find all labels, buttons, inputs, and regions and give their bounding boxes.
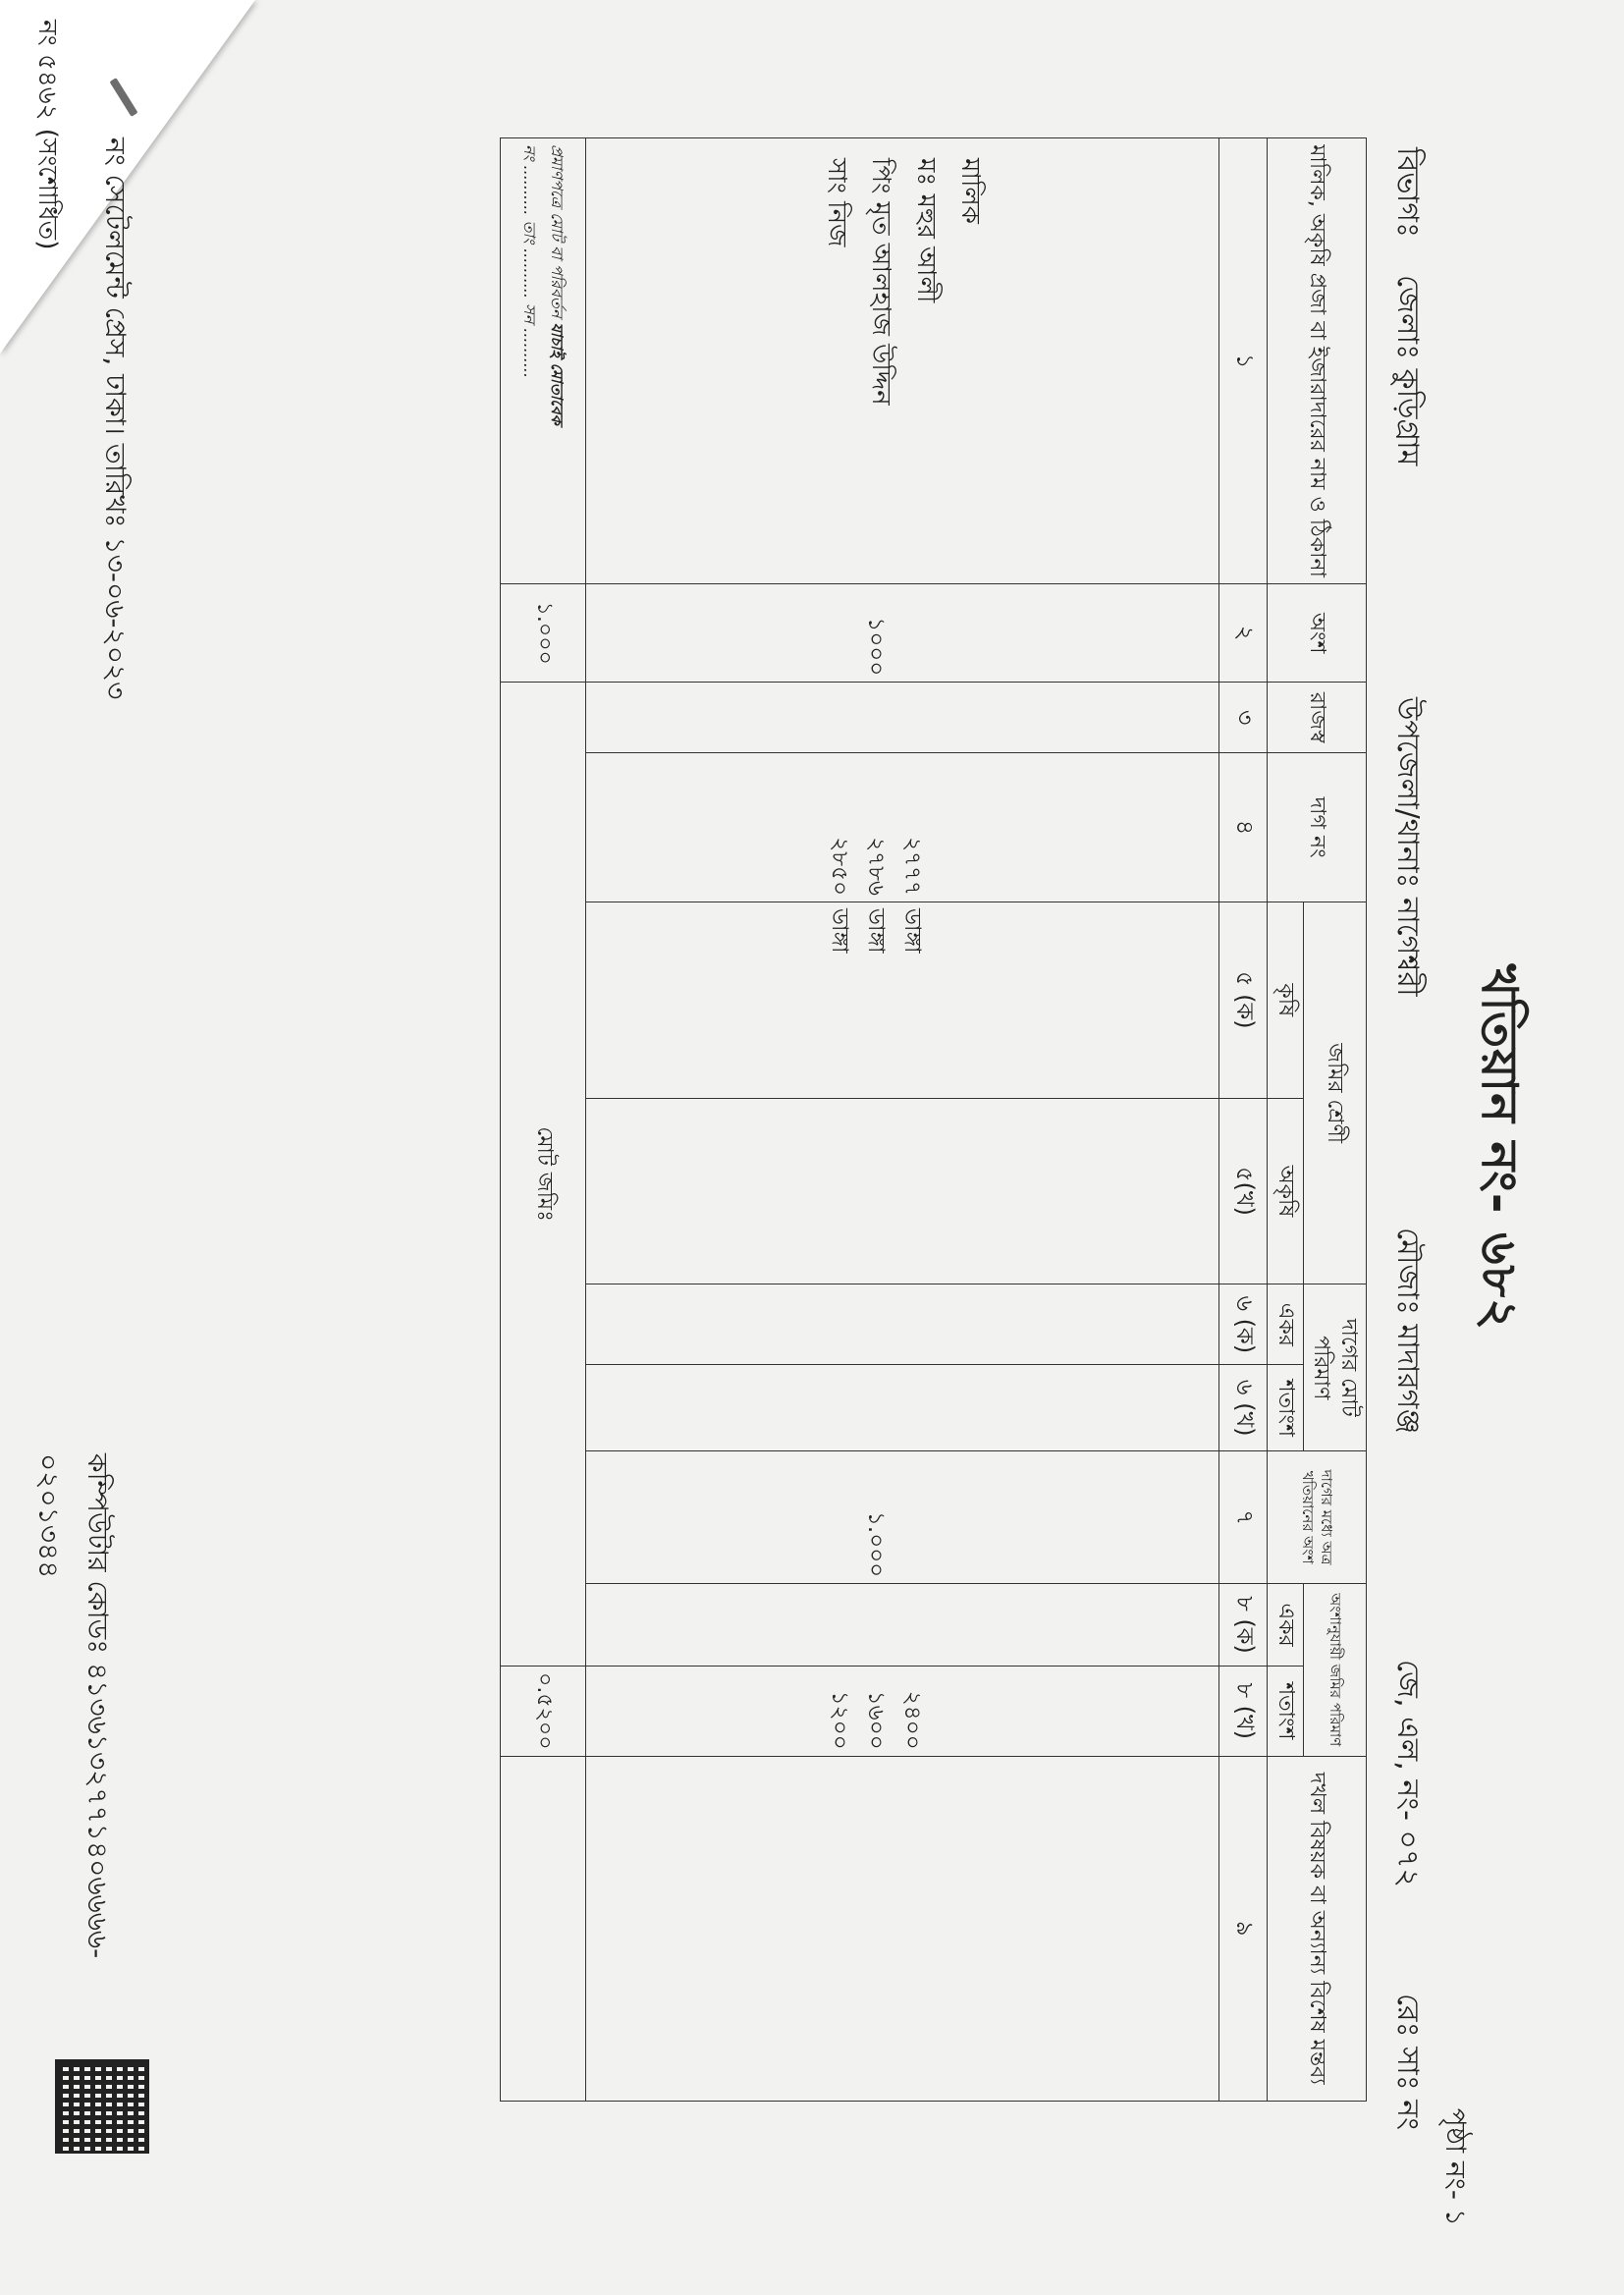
dag-number-cell [586, 753, 1219, 902]
dag-acre-cell [586, 1284, 1219, 1365]
share-header: অংশ [1268, 584, 1367, 683]
land-class-value: ডাঙ্গা [898, 907, 925, 954]
revenue-cell [586, 683, 1219, 753]
dag-number: ২৭৭৭ [898, 837, 925, 896]
dag-total-area-header: দাগের মোট পরিমাণ [1304, 1284, 1367, 1451]
total-land-value: ০.৫২০০ [501, 1667, 586, 1757]
area-acre-cell [586, 1584, 1219, 1667]
area-shatangsho-header: শতাংশ [1268, 1667, 1304, 1757]
total-row [501, 138, 586, 2102]
share-cell [586, 584, 1219, 683]
qr-code [58, 2062, 146, 2151]
computer-code-tail: ০২০১৩৪৪ [31, 1453, 65, 1579]
share-in-dag-value: ১.০০০ [862, 1511, 889, 1578]
total-remarks-cell [501, 1756, 586, 2101]
akrishi-cell [586, 1098, 1219, 1284]
shatangsho-header: শতাংশ [1268, 1365, 1304, 1451]
computer-code-label: কম্পিউটার কোডঃ ৪১৩৬১৩২৭৭১৪০৬৬৬৬- [81, 1453, 114, 1959]
owner-line: মঃ মহুর আলী [911, 158, 941, 303]
land-class-header: জমির শ্রেণী [1304, 902, 1367, 1284]
location-line [1382, 147, 1432, 2148]
mouza-label: মৌজাঃ মাদারগঞ্জ [1390, 1228, 1425, 1435]
column-number: ৫(খ) [1219, 1098, 1268, 1284]
owner-line: সাং নিজ [822, 158, 851, 247]
share-value: ১০০০ [862, 617, 889, 677]
dag-number: ২৮৫০ [827, 837, 853, 896]
owner-line: পিং মৃত আলহাজ উদ্দিন [866, 158, 896, 406]
press-line: নং সেটেলমেন্ট প্রেস, ঢাকা। তারিখঃ ১৩-০৬-২০২৩ [99, 137, 132, 700]
revenue-header: রাজস্ব [1268, 683, 1367, 753]
column-number: ৯ [1219, 1756, 1268, 2101]
division-label: বিভাগঃ [1390, 147, 1425, 238]
land-class-value: ডাঙ্গা [862, 907, 889, 954]
column-number-row [1219, 138, 1268, 2102]
signature-cell [501, 138, 586, 584]
krishi-header: কৃষি [1268, 902, 1304, 1098]
column-number: ২ [1219, 584, 1268, 683]
header-row [1304, 138, 1367, 2102]
column-number: ৬ (ক) [1219, 1284, 1268, 1365]
column-number: ৩ [1219, 683, 1268, 753]
dag-number: ২৭৮৬ [862, 837, 889, 896]
area-shatangsho-value: ১৬০০ [862, 1690, 889, 1750]
remarks-header: দখল বিষয়ক বা অন্যান্য বিশেষ মন্তব্য [1268, 1756, 1367, 2101]
area-shatangsho-value: ১২০০ [827, 1690, 853, 1750]
form-number: নং ৫৪৬২ (সংশোধিত) [32, 20, 62, 250]
re-su-number-label: রেঃ সাঃ নং [1390, 1994, 1425, 2131]
share-in-dag-cell [586, 1451, 1219, 1584]
upazila-label: উপজেলা/থানাঃ নাগেশ্বরী [1390, 697, 1425, 997]
column-number: ৭ [1219, 1451, 1268, 1584]
page-number: পৃষ্ঠা নং- ১ [1439, 2107, 1472, 2226]
column-number: ৬ (খ) [1219, 1365, 1268, 1451]
column-number: ৪ [1219, 753, 1268, 902]
jl-number-label: জে, এল, নং- ০৭২ [1390, 1660, 1425, 1888]
owner-cell [586, 138, 1219, 584]
acre-header: একর [1268, 1284, 1304, 1365]
owner-header: মালিক, অকৃষি প্রজা বা ইজারাদারের নাম ও ঠিকানা [1268, 138, 1367, 584]
khatian-title: খতিয়ান নং- ৬৮২ [1471, 963, 1528, 1332]
area-shatangsho-value: ২৪০০ [898, 1690, 925, 1750]
column-number: ৮ (ক) [1219, 1584, 1268, 1667]
area-by-share-header: অংশানুযায়ী জমির পরিমাণ [1304, 1584, 1367, 1756]
verification-ref-line: নং .......... তাং .......... সন .......... [520, 144, 540, 379]
total-share-cell: ১.০০০ [501, 584, 586, 683]
land-class-value: ডাঙ্গা [827, 907, 853, 954]
computer-code [23, 1453, 122, 1958]
dag-shatangsho-cell [586, 1365, 1219, 1451]
owner-line: মালিক [955, 158, 986, 224]
khatian-table [501, 137, 1368, 2102]
district-label: জেলাঃ কুড়িগ্রাম [1390, 275, 1425, 466]
krishi-cell [586, 902, 1219, 1098]
remarks-cell [586, 1756, 1219, 2101]
column-number: ৫ (ক) [1219, 902, 1268, 1098]
area-acre-header: একর [1268, 1584, 1304, 1667]
share-in-dag-header: দাগের মধ্যে অত্র খতিয়ানের অংশ [1268, 1451, 1367, 1584]
area-shatangsho-cell [586, 1667, 1219, 1757]
total-land-label: মোট জমিঃ [501, 683, 586, 1667]
record-row [586, 138, 1219, 2102]
column-number: ১ [1219, 138, 1268, 584]
column-number: ৮ (খ) [1219, 1667, 1268, 1757]
akrishi-header: অকৃষি [1268, 1098, 1304, 1284]
dag-no-header: দাগ নং [1268, 753, 1367, 902]
verification-note: প্রমাণপত্রে মোট বা পরিবর্তন যাচাই মোতাবেক [547, 144, 567, 425]
